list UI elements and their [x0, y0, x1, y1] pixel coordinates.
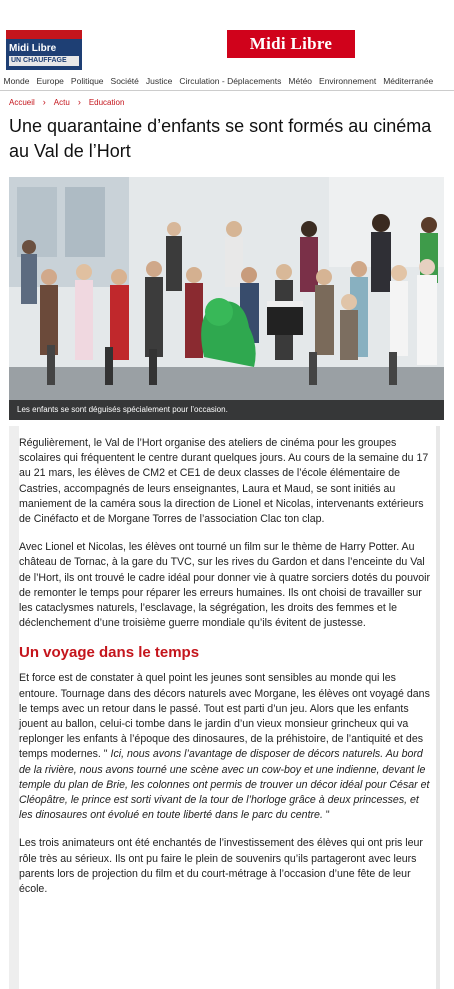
- nav-item-justice[interactable]: Justice: [145, 76, 173, 86]
- nav-item-circulation[interactable]: Circulation - Déplacements: [179, 76, 282, 86]
- nav-item-monde[interactable]: Monde: [3, 76, 30, 86]
- chevron-right-icon: ›: [42, 97, 46, 107]
- article-photo[interactable]: [9, 177, 444, 420]
- paragraph-3-end: ": [322, 809, 330, 822]
- article-body: [19, 436, 431, 910]
- nav-item-mediterranee[interactable]: Méditerranée: [383, 76, 434, 86]
- nav-item-meteo[interactable]: Météo: [288, 76, 313, 86]
- article-subheading: Un voyage dans le temps: [19, 644, 200, 662]
- nav-item-environnement[interactable]: Environnement: [319, 76, 377, 86]
- group-photo-illustration: [9, 177, 444, 420]
- nav-item-europe[interactable]: Europe: [36, 76, 64, 86]
- paragraph-1: Régulièrement, le Val de l’Hort organise des ateliers de cinéma pour les groupes scolaires qui fréquentent le centre durant quelques jours. Au cours de la semaine du 17 au 21 mars, les élèves de CM2 et CE1 de deux classes de l’école élémentaire de Castries, accompagnés de leurs enseignantes, Laura et Maud, se sont initiés au maniement de la caméra sous la direction de Lionel et Nicolas, intervenants extérieurs de Cinéfacto et de Morgane Torres de l’association Clac ton clap.: [19, 437, 429, 526]
- paragraph-3-quote: Ici, nous avons l’avantage de disposer de décors naturels. Au bord de la rivière, nous avons tourné une scène avec un cow-boy et une indienne, devant le temple du plan de Brie, les colonnes ont permis de trouver un décor idéal pour César et Cléopâtre, le prince est sorti vivant de la tour de l’horloge grâce à deux princesses, et les dinosaures ont évolué en toute liberté dans le parc du centre.: [19, 748, 430, 822]
- main-nav: [0, 72, 454, 90]
- article-left-margin: [9, 426, 19, 989]
- thumbnail-banner: [6, 30, 82, 39]
- nav-item-societe[interactable]: Société: [110, 76, 139, 86]
- article-title: Une quarantaine d’enfants se sont formés au cinéma au Val de l’Hort: [9, 116, 432, 161]
- paragraph-3: [19, 671, 431, 823]
- nav-item-politique[interactable]: Politique: [70, 76, 104, 86]
- paragraph-2: Avec Lionel et Nicolas, les élèves ont tourné un film sur le thème de Harry Potter. Au château de Tornac, à la gare du TVC, sur les rives du Gardon et dans l’enceinte du Val de l’Hort, ils ont trouvé le cadre idéal pour donner vie à quatre sorciers dotés du pouvoir de remonter le temps pour réparer les erreurs humaines. Ils ont choisi de travailler sur les cataclysmes naturels, l’esclavage, la ségrégation, les droits des femmes et le déclenchement d’une troisième guerre mondiale qu’ils évitent de justesse.: [19, 541, 431, 630]
- thumbnail-logo: Midi Libre: [9, 43, 57, 54]
- paragraph-3-text: Et force est de constater à quel point les jeunes sont sensibles au monde qui les entoure. Tournage dans des décors naturels avec Morgane, les élèves ont voyagé dans le temps avec un retour dans le passé. Tout est parti d’un jeu. Alors que les enfants jouent au ballon, celui-ci tombe dans le jardin d’un vieux monsieur grincheux qui va replonger les enfants à l’époque des dinosaures, de la préhistoire, de l’antiquité et des temps modernes. ": [19, 672, 430, 761]
- scrollbar-track[interactable]: [436, 426, 440, 989]
- site-logo[interactable]: Midi Libre: [227, 30, 355, 58]
- breadcrumb-actu[interactable]: Actu: [53, 97, 70, 107]
- chevron-right-icon: ›: [77, 97, 81, 107]
- breadcrumb-accueil[interactable]: Accueil: [9, 97, 35, 107]
- site-header: [0, 0, 454, 96]
- breadcrumb-education[interactable]: Education: [88, 97, 125, 107]
- breadcrumb: [9, 97, 124, 107]
- photo-caption: Les enfants se sont déguisés spécialement pour l’occasion.: [9, 400, 444, 420]
- thumbnail-headline: UN CHAUFFAGE: [9, 56, 79, 66]
- nav-divider: [0, 90, 454, 91]
- paragraph-4: Les trois animateurs ont été enchantés de l’investissement des élèves qui ont pris leur rôle très au sérieux. Ils ont pu faire le plein de souvenirs qu’ils partageront avec leurs parents lors de projection du film et du court-métrage à l’occasion d’une fête de leur école.: [19, 837, 423, 896]
- newspaper-thumbnail[interactable]: [6, 30, 82, 70]
